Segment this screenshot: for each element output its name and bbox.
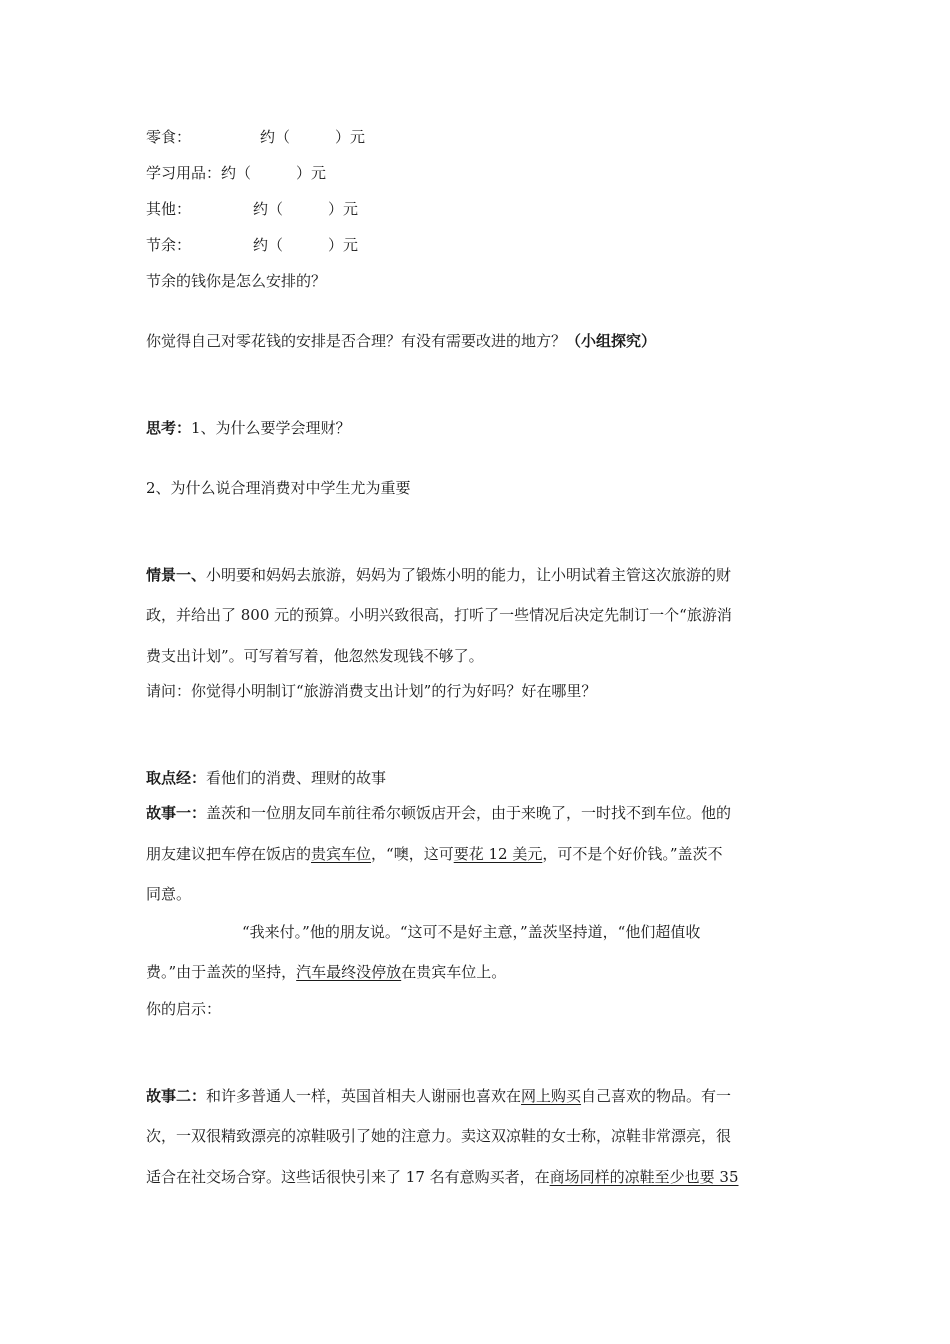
- story2-line-2: 次，一双很精致漂亮的凉鞋吸引了她的注意力。卖这双凉鞋的女士称，凉鞋非常漂亮，很: [146, 1127, 732, 1145]
- scenario-line-2: 政，并给出了 800 元的预算。小明兴致很高，打听了一些情况后决定先制订一个“旅游消: [146, 606, 732, 624]
- spending-row-other: [146, 199, 358, 219]
- spending-row-supplies: [146, 163, 326, 183]
- supplies-amount: 约（ ）元: [221, 164, 327, 182]
- story2-text-1b: 自己喜欢的物品。有一: [581, 1087, 732, 1105]
- story2-text-3a: 适合在社交场合穿。这些话很快引来了 17 名有意购买者，在: [146, 1168, 550, 1186]
- story1-text-5b: 在贵宾车位上。: [401, 963, 507, 981]
- scenario-label: 情景一、: [146, 566, 207, 584]
- think-label: 思考：: [146, 419, 192, 437]
- story1-line-4: “我来付。”他的朋友说。“这可不是好主意，”盖茨坚持道，“他们超值收: [242, 923, 701, 941]
- reflect-tag: （小组探究）: [566, 332, 657, 350]
- story2-line-1: [146, 1086, 731, 1106]
- story1-text-1: 盖茨和一位朋友同车前往希尔顿饭店开会，由于来晚了，一时找不到车位。他的: [206, 804, 732, 822]
- story1-line-5: [146, 962, 506, 982]
- savings-question: 节余的钱你是怎么安排的？: [146, 272, 327, 290]
- scenario-line-3: 费支出计划”。可写着写着，他忽然发现钱不够了。: [146, 647, 484, 665]
- tips-heading: [146, 768, 386, 788]
- story1-underline-vip-spot: 贵宾车位: [311, 845, 372, 863]
- spending-row-savings: [146, 235, 358, 255]
- scenario-line-1: [146, 565, 731, 585]
- scenario-text-1: 小明要和妈妈去旅游，妈妈为了锻炼小明的能力，让小明试着主管这次旅游的财: [206, 566, 732, 584]
- story1-underline-outcome: 汽车最终没停放: [296, 963, 402, 981]
- other-label: 其他：: [146, 200, 192, 218]
- story1-line-3: 同意。: [146, 885, 192, 903]
- snacks-amount: 约（ ）元: [260, 128, 366, 146]
- story2-text-1a: 和许多普通人一样，英国首相夫人谢丽也喜欢在: [206, 1087, 522, 1105]
- think-q2: 2、为什么说合理消费对中学生尤为重要: [146, 479, 411, 497]
- supplies-label: 学习用品：: [146, 164, 222, 182]
- think-q1: [146, 418, 351, 438]
- spending-row-snacks: [146, 127, 365, 147]
- story1-line-1: [146, 803, 731, 823]
- other-amount: 约（ ）元: [253, 200, 359, 218]
- story2-label: 故事二：: [146, 1087, 207, 1105]
- reflect-text: 你觉得自己对零花钱的安排是否合理？有没有需要改进的地方？: [146, 332, 567, 350]
- story2-line-3: [146, 1167, 739, 1187]
- story1-text-2a: 朋友建议把车停在饭店的: [146, 845, 312, 863]
- reflect-question: [146, 331, 656, 351]
- story2-underline-mall-price: 商场同样的凉鞋至少也要 35: [549, 1168, 739, 1186]
- savings-label: 节余：: [146, 236, 192, 254]
- story1-underline-price: 要花 12 美元: [453, 845, 543, 863]
- snacks-label: 零食：: [146, 128, 192, 146]
- savings-amount: 约（ ）元: [253, 236, 359, 254]
- tips-text: 看他们的消费、理财的故事: [206, 769, 387, 787]
- story1-text-2c: ，可不是个好价钱。”盖茨不: [542, 845, 723, 863]
- story1-label: 故事一：: [146, 804, 207, 822]
- story1-line-2: [146, 844, 723, 864]
- story1-insight: 你的启示：: [146, 1000, 222, 1018]
- think-q1-text: 1、为什么要学会理财？: [191, 419, 351, 437]
- story1-text-2b: ，“噢，这可: [371, 845, 454, 863]
- tips-label: 取点经：: [146, 769, 207, 787]
- story1-text-5a: 费。”由于盖茨的坚持，: [146, 963, 297, 981]
- story2-underline-online: 网上购买: [521, 1087, 582, 1105]
- scenario-question: 请问：你觉得小明制订“旅游消费支出计划”的行为好吗？好在哪里？: [146, 682, 597, 700]
